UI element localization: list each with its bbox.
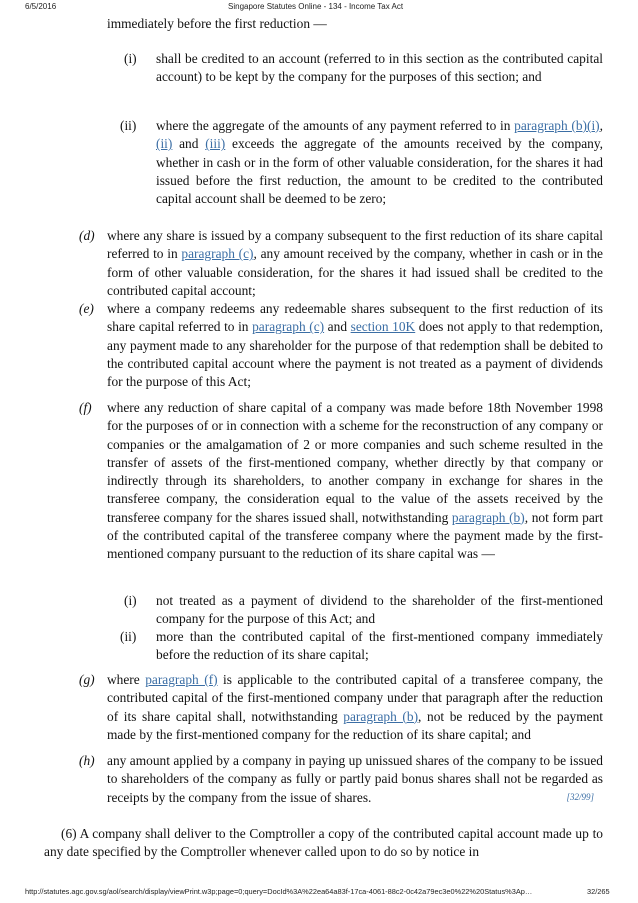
- sub-item-label: (ii): [120, 629, 137, 644]
- subsection-6-text: (6) A company shall deliver to the Comptroller a copy of the contributed capital account made up to any date specified by the Comptroller whenever called upon to do so by notice in: [44, 826, 603, 860]
- sub-item-label: (i): [124, 51, 137, 66]
- paragraph-label: (h): [79, 753, 95, 768]
- paragraph-b-i-link[interactable]: paragraph (b)(i): [514, 118, 600, 133]
- sub-item-label: (ii): [120, 118, 137, 133]
- paragraph-label: (e): [79, 301, 94, 316]
- paragraph-b-link[interactable]: paragraph (b): [451, 509, 525, 525]
- paragraph-b-link[interactable]: paragraph (b): [343, 708, 419, 724]
- page-header-title: Singapore Statutes Online - 134 - Income Tax Act: [228, 2, 404, 11]
- sub-item-text: shall be credited to an account (referred to in this section as the contributed capital account) to be kept by the company for the purposes of this section; and: [156, 51, 603, 85]
- paragraph-g-text: where paragraph (f) is applicable to the contributed capital of a transferee company, the contributed capital of the first-mentioned company under that paragraph after the reduction of its share capital shall, notwithstanding paragraph (b), not be reduced by the payment made by the first-mentioned company for the reduction of its share capital; and: [107, 672, 603, 742]
- sub-item-text: where the aggregate of the amounts of any payment referred to in paragraph (b)(i), (ii) and (iii) exceeds the aggregate of the amounts received by the company, whether in cash or in the form of other valuable consideration, for the shares it had issued before the first reduction, the amount to be credited to the contributed capital account shall be deemed to be zero;: [156, 118, 604, 206]
- sub-item-label: (i): [124, 593, 137, 608]
- page-number: 32/265: [587, 887, 610, 896]
- ii-link[interactable]: (ii): [156, 136, 173, 152]
- paragraph-c-link[interactable]: paragraph (c): [181, 246, 254, 262]
- source-note: [32/99]: [566, 792, 594, 802]
- paragraph-label: (f): [79, 400, 92, 415]
- paragraph-f-link[interactable]: paragraph (f): [145, 672, 218, 687]
- sub-item-text: more than the contributed capital of the first-mentioned company immediately before the reduction of its share capital;: [156, 629, 603, 663]
- iii-link[interactable]: (iii): [205, 136, 226, 152]
- print-date: 6/5/2016: [25, 2, 57, 11]
- sub-item-text: not treated as a payment of dividend to the shareholder of the first-mentioned company for the purpose of this Act; and: [156, 593, 603, 627]
- paragraph-h-text: any amount applied by a company in paying up unissued shares of the company to be issued to shareholders of the company as fully or partly paid bonus shares shall not be regarded as receipts by the company from the issue of shares.: [107, 753, 603, 805]
- footer-url: http://statutes.agc.gov.sg/aol/search/display/viewPrint.w3p;page=0;query=DocId%3A%22ea64a83f-17ca-4061-88c2-0c42a79ec3e0%22%20Status%3Ap…: [25, 887, 533, 896]
- paragraph-f-text: where any reduction of share capital of a company was made before 18th November 1998 for the purposes of or in connection with a scheme for the reconstruction of any company or companies or the amalgamation of 2 or more companies and such scheme resulted in the transfer of assets of the first-mentioned company, whether directly by that company or indirectly through its shareholders, to another company in exchange for shares in the transferee company, the consideration equal to the value of the assets received by the transferee company for the shares issued shall, notwithstanding paragraph (b), not form part of the contributed capital of the transferee company where the payment made by the first-mentioned company pursuant to the reduction of its share capital was —: [107, 400, 603, 561]
- paragraph-label: (g): [79, 672, 95, 687]
- paragraph-c-link[interactable]: paragraph (c): [252, 319, 325, 335]
- section-10k-link[interactable]: section 10K: [350, 319, 416, 335]
- paragraph-d-text: where any share is issued by a company subsequent to the first reduction of its share capital referred to in paragraph (c), any amount received by the company, whether in cash or in the form of other valuable consideration, for the shares it had issued shall be credited to the contributed capital account;: [107, 228, 603, 298]
- paragraph-label: (d): [79, 228, 95, 243]
- opening-line: immediately before the first reduction —: [107, 16, 327, 31]
- paragraph-e-text: where a company redeems any redeemable shares subsequent to the first reduction of its share capital referred to in paragraph (c) and section 10K does not apply to that redemption, any payment made to any shareholder for the purpose of that redemption shall be debited to the contributed capital account where the payment is not treated as a payment of dividends for the purpose of this Act;: [107, 301, 604, 389]
